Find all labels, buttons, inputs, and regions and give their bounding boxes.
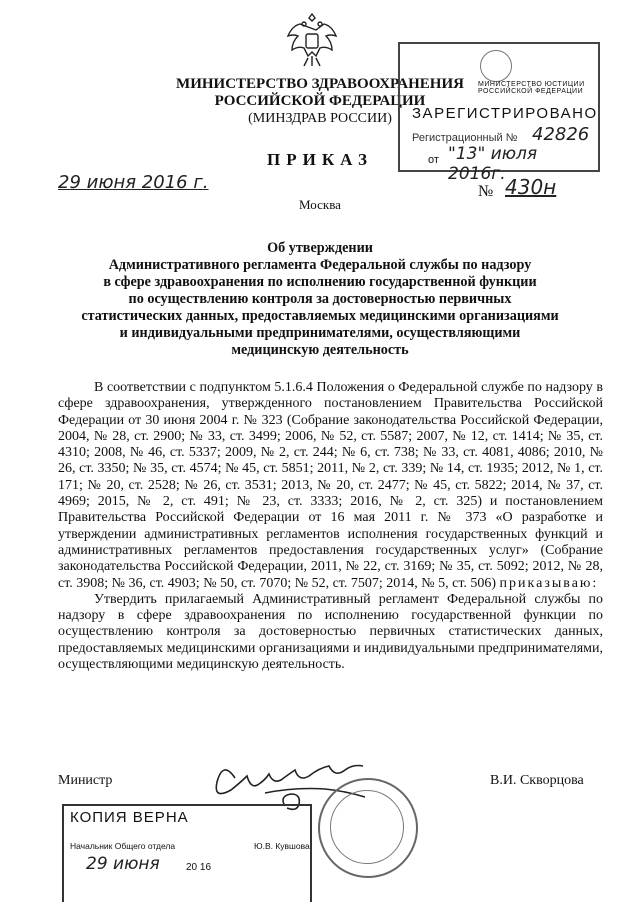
body-paragraph-2: Утвердить прилагаемый Административный регламент Федеральной службы по надзору в сфере здравоохранения по исполнению государственной функции по осуществлению контроля за достоверностью первичных статистических данных, предоставляемых медицинскими организациями и индивидуальными предпринимателями, осуществляющими медицинскую деятельность. bbox=[58, 591, 603, 673]
order-word: приказываю: bbox=[499, 575, 599, 591]
stamp-seal-icon bbox=[480, 50, 512, 82]
stamp-organization: МИНИСТЕРСТВО ЮСТИЦИИ РОССИЙСКОЙ ФЕДЕРАЦИИ bbox=[478, 81, 585, 95]
title-line: и индивидуальными предпринимателями, осуществляющими bbox=[119, 325, 521, 341]
title-line: медицинскую деятельность bbox=[231, 342, 409, 358]
signer-role: Министр bbox=[58, 773, 113, 788]
copy-stamp-title: КОПИЯ ВЕРНА bbox=[70, 809, 189, 826]
order-city: Москва bbox=[299, 197, 341, 212]
ministry-short-name: (МИНЗДРАВ РОССИИ) bbox=[248, 111, 392, 126]
title-line: в сфере здравоохранения по исполнению государственной функции bbox=[103, 274, 537, 290]
copy-stamp-date: 29 июня bbox=[86, 854, 160, 874]
registration-stamp bbox=[398, 42, 600, 184]
order-date: 29 июня 2016 г. bbox=[58, 172, 209, 193]
stamp-reg-number: 42826 bbox=[532, 124, 590, 145]
ministry-name-line1: МИНИСТЕРСТВО ЗДРАВООХРАНЕНИЯ bbox=[176, 76, 464, 92]
document-title bbox=[70, 240, 570, 359]
body-paragraph-1 bbox=[58, 380, 603, 592]
title-line: Административного регламента Федеральной службы по надзору bbox=[108, 257, 532, 273]
body-paragraph-1-text: В соответствии с подпунктом 5.1.6.4 Положения о Федеральной службе по надзору в сфере здравоохранения, утвержденного постановлением Правительства Российской Федерации от 30 июня 2004 г. № 323 (Собрание законодательства Российской Федерации, 2004, № 28, ст. 2900; № 33, ст. 3499; 2006, № 52, ст. 5587; 2007, № 12, ст. 1414; № 35, ст. 4310; 2008, № 46, ст. 5337; 2009, № 2, ст. 244; № 6, ст. 738; № 33, ст. 4081, 4086; 2010, № 26, ст. 3350; № 35, ст. 4574; № 45, ст. 5851; 2011, № 2, ст. 339; № 14, ст. 1935; 2012, № 1, ст. 171; № 20, ст. 2528; № 26, ст. 3531; 2013, № 20, ст. 2477; № 45, ст. 5822; 2014, № 37, ст. 4969; 2015, № 2, ст. 491; № 23, ст. 3333; 2016, № 2, ст. 325) и постановлением Правительства Российской Федерации от 16 мая 2011 г. № 373 «О разработке и утверждении административных регламентов исполнения государственных функций и административных регламентов предоставления государственных услуг» (Собрание законодательства Российской Федерации, 2011, № 22, ст. 3169; № 35, ст. 5092; 2012, № 28, ст. 3908; № 36, ст. 4903; № 50, ст. 7070; № 52, ст. 7507; 2014, № 5, ст. 506) bbox=[58, 380, 603, 591]
seal-inner-ring bbox=[330, 790, 404, 864]
document-type: ПРИКАЗ bbox=[267, 150, 373, 169]
document-body bbox=[58, 380, 603, 673]
stamp-date: "13" июля 2016г. bbox=[448, 144, 538, 184]
signer-name: В.И. Скворцова bbox=[490, 773, 584, 788]
stamp-status: ЗАРЕГИСТРИРОВАНО bbox=[412, 105, 598, 122]
order-number: 430н bbox=[505, 175, 557, 199]
title-line: Об утверждении bbox=[267, 240, 373, 256]
title-line: статистических данных, предоставляемых медицинскими организациями bbox=[81, 308, 559, 324]
coat-of-arms-icon bbox=[284, 10, 340, 70]
copy-stamp-year: 20 16 bbox=[186, 862, 212, 873]
title-line: по осуществлению контроля за достоверностью первичных bbox=[128, 291, 512, 307]
copy-stamp-name: Ю.В. Кувшова bbox=[254, 841, 310, 851]
round-seal-icon bbox=[318, 778, 418, 878]
stamp-date-prefix: от bbox=[428, 154, 439, 166]
copy-stamp-role: Начальник Общего отдела bbox=[70, 841, 176, 851]
stamp-reg-label: Регистрационный № bbox=[412, 132, 518, 144]
order-number-sign: № bbox=[478, 183, 494, 200]
ministry-name-line2: РОССИЙСКОЙ ФЕДЕРАЦИИ bbox=[214, 93, 426, 109]
copy-certified-stamp bbox=[62, 804, 312, 902]
